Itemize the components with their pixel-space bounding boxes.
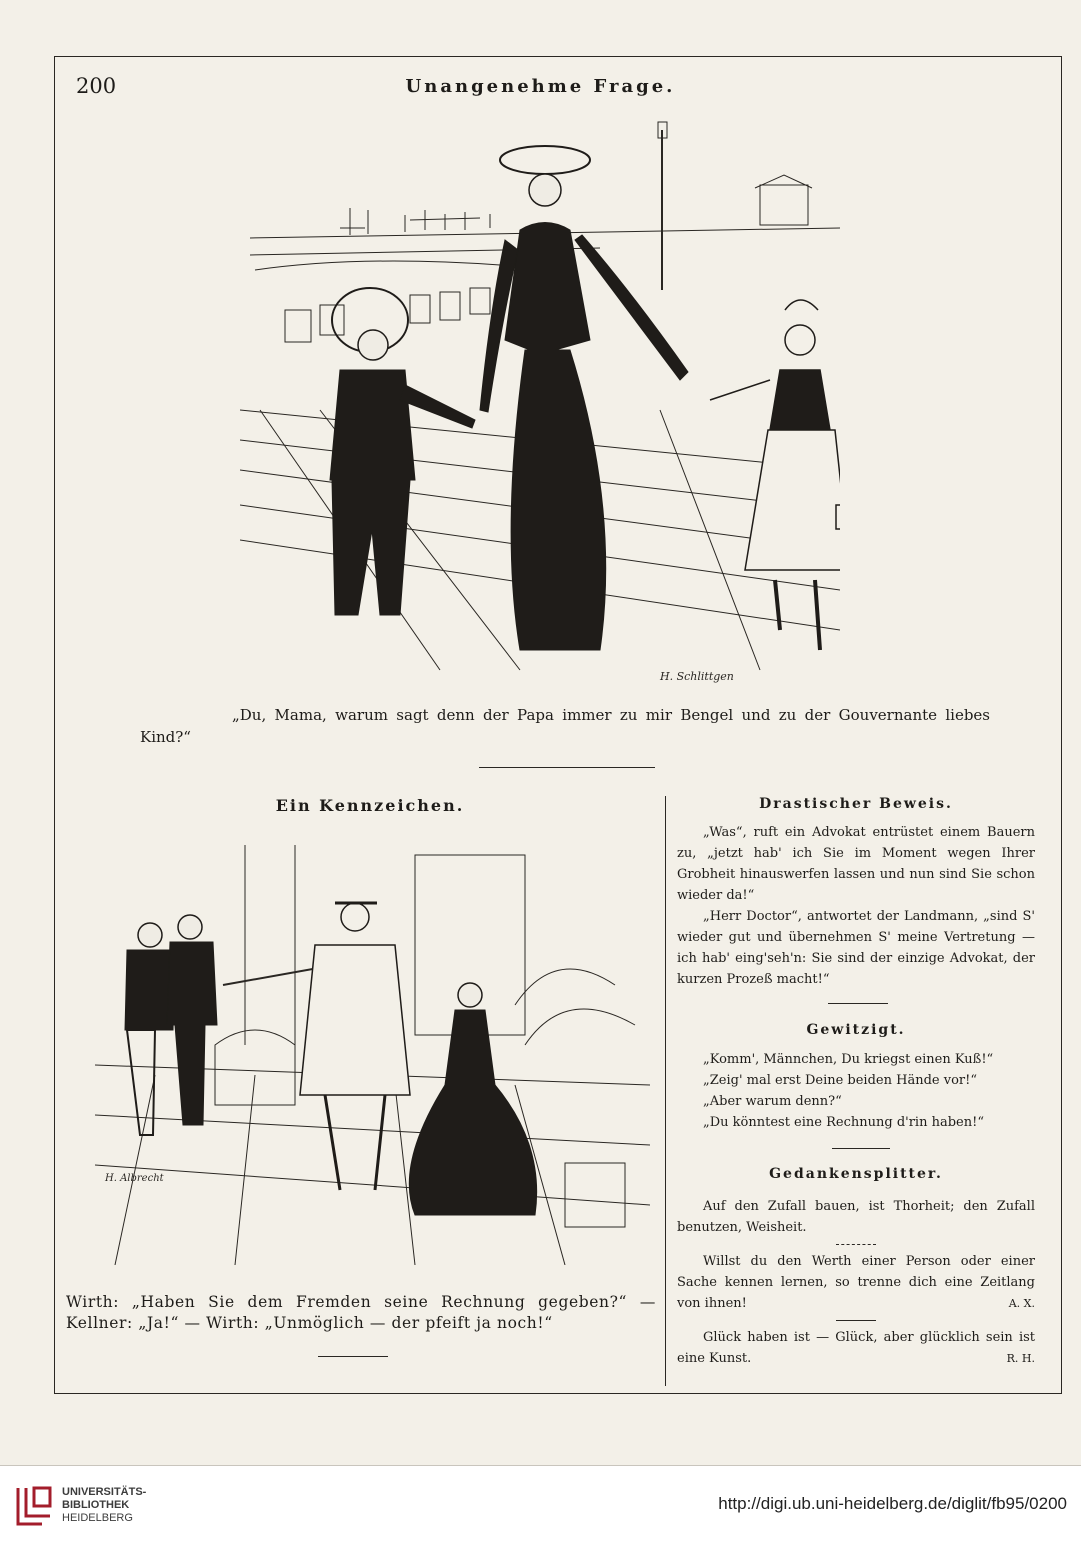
column-divider: [665, 796, 666, 1386]
left-story-caption: Wirth: „Haben Sie dem Fremden seine Rechnung gegeben?“ — Kellner: „Ja!“ — Wirth: „Unmöglich — der pfeift ja noch!“: [66, 1293, 656, 1332]
divider-top: [479, 767, 655, 768]
library-line1: UNIVERSITÄTS-: [62, 1486, 147, 1498]
library-line2: BIBLIOTHEK: [62, 1499, 130, 1511]
footer-bar: [0, 1465, 1081, 1544]
library-line3: HEIDELBERG: [62, 1512, 133, 1524]
section1-paragraph1: „Was“, ruft ein Advokat entrüstet einem Bauern zu, „jetzt hab' ich Sie im Moment wegen Ihrer Grobheit hinauswerfen lassen und nun sind Sie schon wieder da!“: [677, 825, 1035, 903]
section2-line2: „Zeig' mal erst Deine beiden Hände vor!“: [703, 1073, 977, 1088]
hotel-signature: H. Albrecht: [105, 1173, 164, 1184]
section2-line3: „Aber warum denn?“: [703, 1094, 842, 1109]
top-illustration: [240, 110, 840, 695]
aphorism1: Auf den Zufall bauen, ist Thorheit; den Zufall benutzen, Weisheit.: [677, 1199, 1035, 1235]
section3-body: [677, 1196, 1035, 1369]
section2-line1: „Komm', Männchen, Du kriegst einen Kuß!“: [703, 1052, 994, 1067]
left-story-heading: Ein Kennzeichen.: [275, 796, 465, 815]
library-logo-icon[interactable]: [12, 1484, 56, 1528]
library-name: [62, 1486, 146, 1525]
section2-body: [677, 1049, 1035, 1133]
section3-heading: Gedankensplitter.: [769, 1166, 943, 1182]
section1-heading: Drastischer Beweis.: [759, 796, 953, 812]
promenade-engraving: [240, 110, 840, 695]
hotel-illustration: [95, 845, 650, 1265]
divider-short: [836, 1320, 876, 1321]
aphorism2-text: Willst du den Werth einer Person oder einer Sache kennen lernen, so trenne dich eine Zeitlang von ihnen!: [677, 1254, 1035, 1311]
divider-left-bottom: [318, 1356, 388, 1357]
source-url-link[interactable]: http://digi.ub.uni-heidelberg.de/diglit/fb95/0200: [718, 1494, 1067, 1513]
section2-heading: Gewitzigt.: [806, 1022, 906, 1038]
aphorism3: [677, 1327, 1035, 1369]
aphorism2-sign: A. X.: [1008, 1297, 1035, 1310]
top-signature: H. Schlittgen: [660, 670, 734, 683]
section1-paragraph2: „Herr Doctor“, antwortet der Landmann, „sind S' wieder gut und übernehmen S' meine Vertretung — ich hab' eing'seh'n: Sie sind der einzige Advokat, der kurzen Prozeß macht!“: [677, 909, 1035, 987]
divider-wavy: [836, 1244, 876, 1245]
section2-line4: „Du könntest eine Rechnung d'rin haben!“: [703, 1115, 984, 1130]
section1-body: [677, 822, 1035, 990]
divider-right-1: [828, 1003, 888, 1004]
page-title: Unangenehme Frage.: [405, 76, 676, 97]
aphorism3-text: Glück haben ist — Glück, aber glücklich sein ist eine Kunst.: [677, 1330, 1035, 1366]
aphorism2: [677, 1251, 1035, 1314]
divider-right-2: [832, 1148, 890, 1149]
page-number: 200: [76, 74, 117, 98]
top-caption: „Du, Mama, warum sagt denn der Papa immer zu mir Bengel und zu der Gouvernante liebes Kind?“: [140, 706, 990, 746]
aphorism3-sign: R. H.: [1006, 1352, 1035, 1365]
hotel-engraving: [95, 845, 650, 1265]
